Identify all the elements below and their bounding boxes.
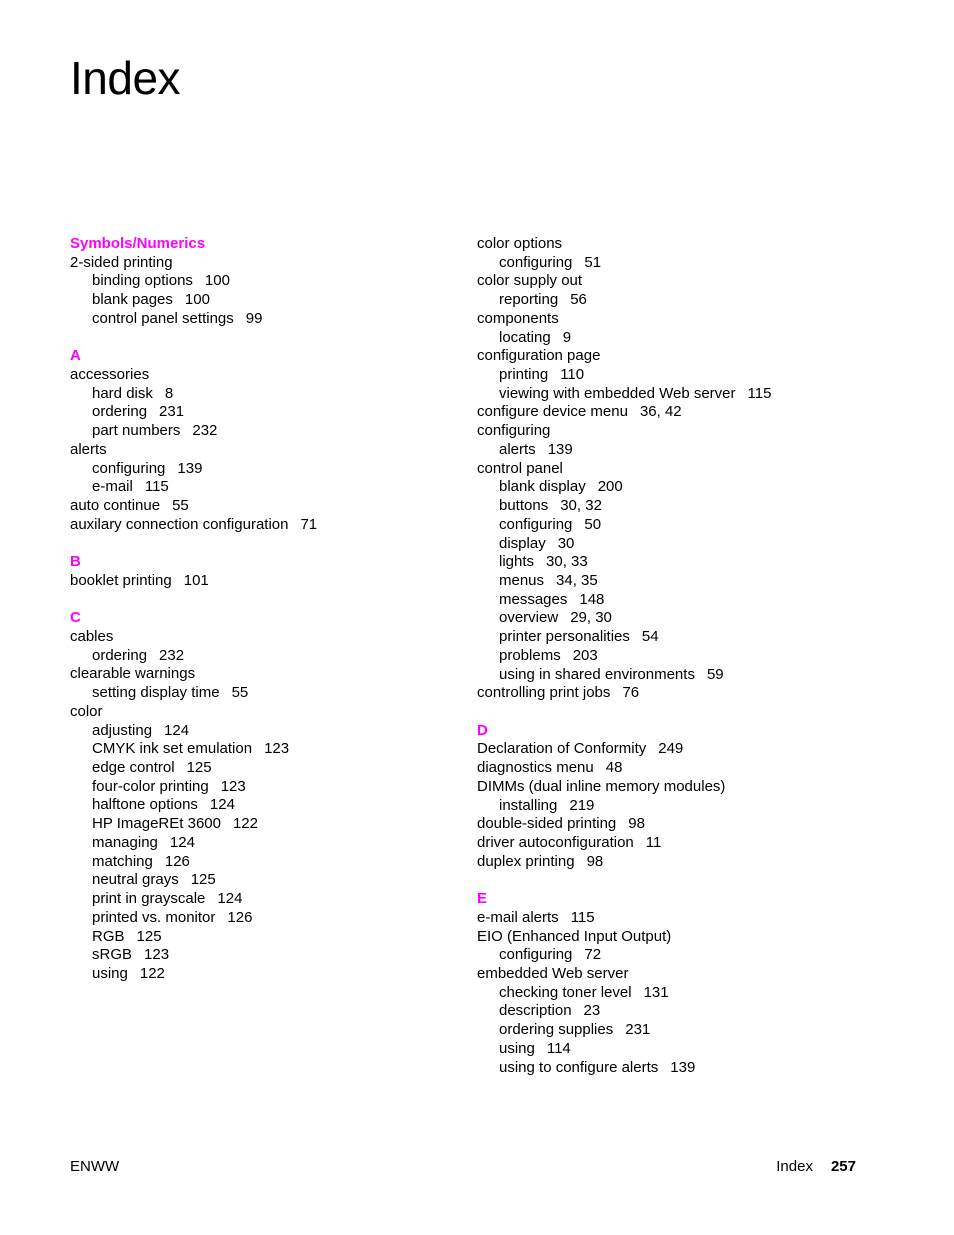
index-term: halftone options <box>92 796 198 814</box>
index-entry <box>477 422 917 441</box>
index-term: setting display time <box>92 684 220 702</box>
index-term: neutral grays <box>92 871 179 889</box>
index-term: reporting <box>499 291 559 309</box>
index-entry <box>70 516 450 535</box>
index-term: auto continue <box>70 497 161 515</box>
index-term: color options <box>477 235 563 252</box>
index-subentry <box>70 909 450 928</box>
page-reference: 30 <box>557 534 575 552</box>
index-entry <box>477 834 917 853</box>
index-term: 2-sided printing <box>70 253 173 271</box>
page-reference: 249 <box>658 740 684 758</box>
page-title: Index <box>70 52 181 104</box>
index-section <box>477 722 917 872</box>
index-term: configuring <box>499 515 573 533</box>
index-term: color <box>70 702 103 720</box>
index-term: managing <box>92 833 158 851</box>
footer-left: ENWW <box>70 1158 120 1175</box>
index-section <box>70 553 450 590</box>
index-entry <box>477 272 917 291</box>
page-reference: 122 <box>232 815 258 833</box>
index-term: EIO (Enhanced Input Output) <box>477 927 672 945</box>
page-reference: 115 <box>747 384 772 402</box>
index-term: alerts <box>499 440 536 458</box>
page-reference: 30, 33 <box>546 553 588 571</box>
index-term: RGB <box>92 927 125 945</box>
index-term: alerts <box>70 440 107 458</box>
index-subentry <box>477 591 917 610</box>
index-term: control panel <box>477 459 563 477</box>
index-entry <box>477 684 917 703</box>
page-reference: 56 <box>570 291 587 309</box>
index-subentry <box>477 553 917 572</box>
index-term: components <box>477 309 559 327</box>
page-reference: 139 <box>547 440 573 458</box>
index-subentry <box>477 1002 917 1021</box>
index-term: using to configure alerts <box>499 1058 659 1076</box>
index-subentry <box>477 984 917 1003</box>
index-term: using <box>499 1039 535 1057</box>
index-subentry <box>477 946 917 965</box>
page-reference: 30, 32 <box>560 497 602 515</box>
index-subentry <box>70 796 450 815</box>
index-term: Declaration of Conformity <box>477 740 647 758</box>
index-term: blank pages <box>92 291 173 309</box>
index-term: sRGB <box>92 946 133 964</box>
section-letter: B <box>70 553 81 571</box>
page-reference: 11 <box>645 833 662 851</box>
index-subentry <box>477 366 917 385</box>
index-subentry <box>477 516 917 535</box>
index-term: display <box>499 534 546 552</box>
page-reference: 54 <box>641 628 659 646</box>
page-reference: 124 <box>209 796 235 814</box>
index-subentry <box>70 928 450 947</box>
footer-right <box>776 1158 856 1176</box>
index-entry <box>477 909 917 928</box>
index-subentry <box>477 797 917 816</box>
index-term: configuring <box>92 459 166 477</box>
index-subentry <box>70 385 450 404</box>
section-letter: C <box>70 609 81 627</box>
index-term: control panel settings <box>92 309 234 327</box>
index-term: controlling print jobs <box>477 684 611 702</box>
index-term: lights <box>499 553 535 571</box>
index-entry <box>70 572 450 591</box>
index-subentry <box>70 871 450 890</box>
index-entry <box>477 759 917 778</box>
index-term: printer personalities <box>499 628 630 646</box>
index-term: driver autoconfiguration <box>477 833 634 851</box>
index-subentry <box>70 460 450 479</box>
index-term: booklet printing <box>70 571 172 589</box>
index-subentry <box>70 291 450 310</box>
index-subentry <box>70 740 450 759</box>
index-term: DIMMs (dual inline memory modules) <box>477 777 726 795</box>
page-reference: 72 <box>584 946 602 964</box>
index-subentry <box>477 385 917 404</box>
page-reference: 231 <box>625 1021 651 1039</box>
index-entry <box>477 310 917 329</box>
index-term: ordering supplies <box>499 1021 614 1039</box>
index-term: configuring <box>499 253 573 271</box>
index-subentry <box>70 834 450 853</box>
index-entry <box>70 665 450 684</box>
page-reference: 125 <box>136 927 162 945</box>
index-term: configuring <box>477 422 551 440</box>
page-reference: 110 <box>560 366 585 384</box>
page-reference: 8 <box>164 384 174 402</box>
index-subentry <box>70 815 450 834</box>
index-entry <box>477 740 917 759</box>
index-subentry <box>477 254 917 273</box>
page-reference: 126 <box>227 908 253 926</box>
index-term: clearable warnings <box>70 665 196 683</box>
page-reference: 123 <box>144 946 170 964</box>
index-section <box>477 235 917 703</box>
page-reference: 50 <box>584 515 602 533</box>
page-reference: 115 <box>570 908 595 926</box>
index-term: cables <box>70 628 114 645</box>
page-reference: 124 <box>169 833 195 851</box>
index-subentry <box>70 272 450 291</box>
page-reference: 55 <box>172 497 189 515</box>
index-term: print in grayscale <box>92 890 206 908</box>
index-subentry <box>70 890 450 909</box>
index-term: using in shared environments <box>499 665 695 683</box>
index-subentry <box>477 1059 917 1078</box>
index-subentry <box>477 572 917 591</box>
page-reference: 55 <box>231 684 249 702</box>
index-subentry <box>70 310 450 329</box>
page-reference: 200 <box>597 478 623 496</box>
index-term: auxilary connection configuration <box>70 515 289 533</box>
index-term: HP ImageREt 3600 <box>92 815 221 833</box>
page-reference: 48 <box>605 759 623 777</box>
index-subentry <box>477 1021 917 1040</box>
index-subentry <box>477 497 917 516</box>
index-term: viewing with embedded Web server <box>499 384 736 402</box>
index-term: printed vs. monitor <box>92 908 216 926</box>
page-reference: 232 <box>159 646 185 664</box>
index-section <box>70 235 450 329</box>
page-reference: 139 <box>670 1058 696 1076</box>
index-term: ordering <box>92 646 148 664</box>
page-reference: 51 <box>584 253 602 271</box>
index-term: CMYK ink set emulation <box>92 740 253 758</box>
index-term: configure device menu <box>477 403 628 421</box>
page-reference: 23 <box>583 1002 601 1020</box>
index-term: buttons <box>499 497 549 515</box>
page-reference: 219 <box>569 796 595 814</box>
index-term: duplex printing <box>477 852 575 870</box>
index-term: color supply out <box>477 272 583 290</box>
index-term: embedded Web server <box>477 964 629 982</box>
index-term: printing <box>499 366 549 384</box>
index-subentry <box>70 422 450 441</box>
index-term: installing <box>499 796 558 814</box>
index-subentry <box>477 628 917 647</box>
footer-section: Index <box>776 1158 813 1175</box>
index-entry <box>477 815 917 834</box>
index-term: edge control <box>92 759 175 777</box>
index-entry <box>477 403 917 422</box>
index-term: adjusting <box>92 721 153 739</box>
index-section <box>477 890 917 1077</box>
section-letter: Symbols/Numerics <box>70 235 206 252</box>
index-entry <box>70 628 450 647</box>
index-subentry <box>477 647 917 666</box>
page-reference: 123 <box>220 777 246 795</box>
index-subentry <box>70 759 450 778</box>
index-subentry <box>70 647 450 666</box>
index-term: diagnostics menu <box>477 759 594 777</box>
index-subentry <box>70 965 450 984</box>
index-entry <box>477 965 917 984</box>
index-term: hard disk <box>92 384 153 402</box>
page-reference: 125 <box>190 871 216 889</box>
index-subentry <box>70 778 450 797</box>
page-reference: 139 <box>177 459 203 477</box>
page-reference: 231 <box>159 403 185 421</box>
page-reference: 100 <box>204 272 230 290</box>
index-subentry <box>477 666 917 685</box>
index-entry <box>477 928 917 947</box>
page-reference: 148 <box>579 590 605 608</box>
index-subentry <box>477 291 917 310</box>
page-reference: 124 <box>217 890 243 908</box>
index-entry <box>70 366 450 385</box>
page-reference: 99 <box>245 309 263 327</box>
page-reference: 98 <box>586 852 604 870</box>
index-term: part numbers <box>92 422 181 440</box>
index-term: blank display <box>499 478 586 496</box>
page-reference: 36, 42 <box>639 403 682 421</box>
index-entry <box>70 497 450 516</box>
page-reference: 76 <box>622 684 640 702</box>
index-entry <box>477 347 917 366</box>
index-entry <box>477 235 917 254</box>
page-reference: 124 <box>164 721 190 739</box>
index-subentry <box>477 535 917 554</box>
index-subentry <box>477 478 917 497</box>
index-subentry <box>477 441 917 460</box>
index-term: menus <box>499 571 545 589</box>
index-term: overview <box>499 609 559 627</box>
index-term: four-color printing <box>92 777 209 795</box>
index-term: configuration page <box>477 347 601 365</box>
page-reference: 9 <box>562 328 572 346</box>
page-reference: 71 <box>300 515 318 533</box>
index-term: ordering <box>92 403 148 421</box>
index-entry <box>70 254 450 273</box>
index-section <box>70 347 450 534</box>
index-entry <box>70 441 450 460</box>
index-entry <box>477 853 917 872</box>
page-reference: 114 <box>546 1039 571 1057</box>
index-term: matching <box>92 852 153 870</box>
index-subentry <box>70 403 450 422</box>
index-term: checking toner level <box>499 983 632 1001</box>
index-entry <box>477 460 917 479</box>
page-reference: 126 <box>164 852 190 870</box>
index-section <box>70 609 450 983</box>
index-subentry <box>477 609 917 628</box>
page-reference: 34, 35 <box>556 571 598 589</box>
index-term: locating <box>499 328 551 346</box>
section-letter: A <box>70 347 81 365</box>
index-subentry <box>70 853 450 872</box>
index-subentry <box>477 1040 917 1059</box>
page-reference: 122 <box>139 964 165 982</box>
index-term: problems <box>499 646 561 664</box>
index-term: binding options <box>92 272 193 290</box>
index-term: e-mail alerts <box>477 908 559 926</box>
page-reference: 123 <box>264 740 290 758</box>
index-term: double-sided printing <box>477 815 617 833</box>
page-reference: 232 <box>192 422 218 440</box>
index-entry <box>477 778 917 797</box>
page-reference: 100 <box>184 291 210 309</box>
index-subentry <box>70 684 450 703</box>
page-reference: 203 <box>572 646 598 664</box>
index-term: e-mail <box>92 478 133 496</box>
index-subentry <box>70 478 450 497</box>
page-reference: 131 <box>643 983 669 1001</box>
page-reference: 115 <box>144 478 169 496</box>
index-column-right <box>477 235 917 1096</box>
footer-page-number: 257 <box>830 1158 856 1175</box>
index-subentry <box>70 722 450 741</box>
index-term: configuring <box>499 946 573 964</box>
section-letter: D <box>477 721 488 739</box>
index-subentry <box>70 946 450 965</box>
index-term: description <box>499 1002 572 1020</box>
page-reference: 101 <box>183 571 209 589</box>
page-reference: 125 <box>186 759 212 777</box>
index-term: accessories <box>70 366 150 383</box>
index-term: messages <box>499 590 568 608</box>
page-reference: 98 <box>628 815 645 833</box>
section-letter: E <box>477 890 488 908</box>
index-entry <box>70 703 450 722</box>
page-reference: 29, 30 <box>570 609 612 627</box>
index-column-left <box>70 235 450 1002</box>
index-subentry <box>477 329 917 348</box>
index-term: using <box>92 964 128 982</box>
page-reference: 59 <box>706 665 724 683</box>
